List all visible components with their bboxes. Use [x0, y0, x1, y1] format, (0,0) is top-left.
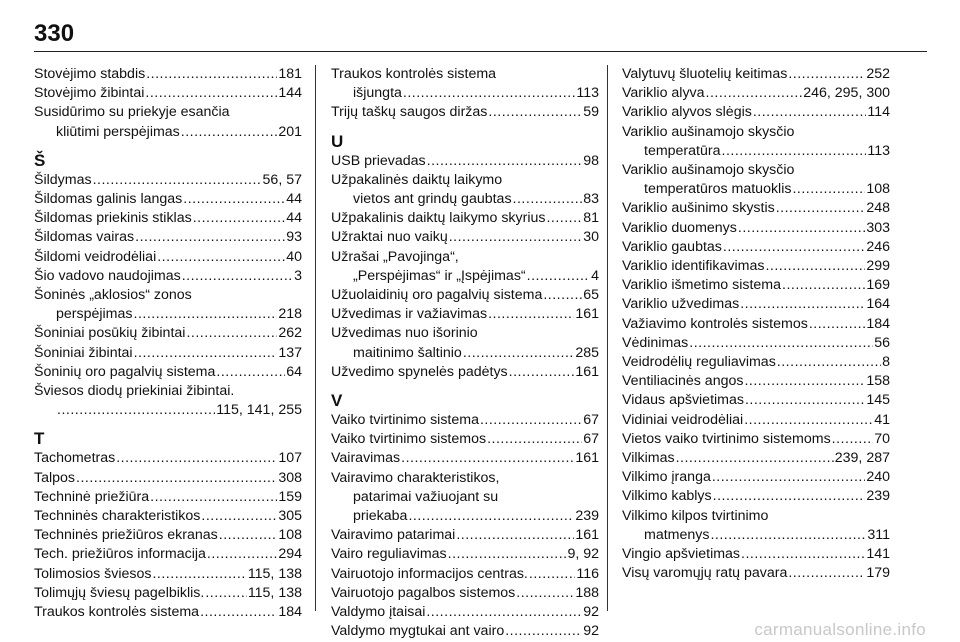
dot-leader: [744, 372, 865, 391]
index-entry: [622, 65, 890, 84]
entry-term: Šoninių oro pagalvių sistema: [34, 363, 216, 380]
page-reference: 115, 141, 255: [216, 402, 302, 419]
dot-leader: [152, 565, 246, 584]
page-reference: 184: [278, 604, 302, 621]
entry-term: Stovėjimo žibintai: [34, 85, 145, 102]
entry-term: Šildomas priekinis stiklas: [34, 210, 192, 227]
page-reference: 108: [866, 181, 890, 198]
index-entry: [331, 190, 599, 209]
entry-term: USB prievadas: [331, 152, 426, 169]
dot-leader: [777, 353, 881, 372]
dot-leader: [207, 545, 277, 564]
page-reference: 114: [867, 104, 890, 121]
entry-term: Valdymo mygtukai ant vairo: [331, 623, 505, 640]
entry-term: Tech. priežiūros informacija: [34, 546, 206, 563]
index-letter-heading: Š: [34, 150, 46, 170]
index-entry-line: Užrašai „Pavojinga“,: [331, 248, 459, 265]
entry-term: Užvedimo spynelės padėtys: [331, 363, 508, 380]
entry-term: Visų varomųjų ratų pavara: [622, 565, 788, 582]
index-entry-line: Traukos kontrolės sistema: [331, 66, 497, 82]
entry-term: Tachometras: [34, 450, 116, 467]
entry-term: Užraktai nuo vaikų: [331, 229, 448, 246]
index-entry-line: Vairavimo charakteristikos,: [331, 469, 500, 486]
entry-term: Vietos vaiko tvirtinimo sistemoms: [622, 430, 831, 447]
index-entry: [622, 449, 890, 468]
entry-term: vietos ant grindų gaubtas: [353, 191, 512, 208]
entry-term: Vilkimo kablys: [622, 488, 712, 505]
page-reference: 144: [278, 85, 302, 102]
index-entry: [34, 171, 302, 190]
dot-leader: [216, 363, 285, 382]
dot-leader: [722, 142, 867, 161]
dot-leader: [134, 305, 278, 324]
page-reference: 303: [866, 219, 890, 236]
page-reference: 184: [866, 315, 890, 332]
index-entry: [34, 526, 302, 545]
dot-leader: [516, 584, 574, 603]
page-reference: 262: [278, 325, 302, 342]
page-reference: 239: [866, 488, 890, 505]
index-column-2: [331, 65, 599, 641]
entry-term: Vingio apšvietimas: [622, 546, 741, 563]
page-reference: 308: [278, 469, 302, 486]
index-entry: [622, 468, 890, 487]
dot-leader: [741, 545, 865, 564]
dot-leader: [765, 257, 865, 276]
index-entry: [34, 248, 302, 267]
index-column-3: [622, 65, 890, 583]
entry-term: Šildomi veidrodėliai: [34, 248, 157, 265]
page-reference: 285: [575, 344, 599, 361]
page-reference: 113: [576, 85, 599, 102]
dot-leader: [193, 209, 286, 228]
page-reference: 161: [575, 450, 599, 467]
dot-leader: [689, 334, 873, 353]
entry-term: priekaba: [353, 508, 408, 525]
entry-term: Veidrodėlių reguliavimas: [622, 354, 776, 371]
page-reference: 305: [278, 508, 302, 525]
index-entry: [34, 305, 302, 324]
column-divider: [315, 65, 316, 611]
dot-leader: [134, 344, 278, 363]
entry-term: Šildymas: [34, 171, 92, 188]
dot-leader: [712, 468, 865, 487]
page-reference: 92: [583, 604, 599, 621]
index-entry: [331, 103, 599, 122]
dot-leader: [186, 324, 277, 343]
column-divider: [607, 65, 608, 611]
page-reference: 246, 295, 300: [803, 85, 890, 102]
entry-term: Šoniniai žibintai: [34, 344, 133, 361]
index-entry: [34, 190, 302, 209]
entry-term: Techninės priežiūros ekranas: [34, 527, 218, 544]
dot-leader: [706, 84, 803, 103]
index-column-1: [34, 65, 302, 622]
index-entry: [34, 488, 302, 507]
page-reference: 64: [286, 363, 302, 380]
page-reference: 93: [286, 229, 302, 246]
dot-leader: [505, 622, 582, 641]
entry-term: temperatūra: [644, 142, 721, 159]
entry-term: Vidiniai veidrodėliai: [622, 411, 744, 428]
index-entry-line: Užpakalinės daiktų laikymo: [331, 171, 503, 188]
entry-term: temperatūros matuoklis: [644, 181, 792, 198]
dot-leader: [713, 487, 866, 506]
dot-leader: [183, 190, 285, 209]
page-reference: 92: [583, 623, 599, 640]
page-reference: 239, 287: [834, 450, 890, 467]
page-reference: 3: [294, 267, 302, 284]
entry-term: Tolimosios šviesos: [34, 565, 152, 582]
page-reference: 252: [866, 66, 890, 82]
index-entry: [331, 526, 599, 545]
page-reference: 113: [867, 142, 890, 159]
index-entry: [331, 565, 599, 584]
dot-leader: [792, 180, 865, 199]
index-entry: [34, 65, 302, 84]
page-reference: 161: [575, 527, 599, 544]
dot-leader: [182, 267, 293, 286]
dot-leader: [710, 526, 866, 545]
index-entry: [331, 209, 599, 228]
page-reference: 311: [867, 526, 890, 543]
index-entry: [331, 622, 599, 641]
index-entry: [622, 526, 890, 545]
index-entry: [34, 267, 302, 286]
dot-leader: [456, 526, 574, 545]
dot-leader: [135, 228, 285, 247]
entry-term: Šoniniai posūkių žibintai: [34, 325, 186, 342]
page-reference: 158: [866, 373, 890, 390]
index-entry: [622, 180, 890, 199]
page-reference: 67: [583, 412, 599, 429]
entry-term: Trijų taškų saugos diržas: [331, 104, 488, 121]
dot-leader: [529, 565, 576, 584]
dot-leader: [782, 276, 865, 295]
dot-leader: [745, 391, 865, 410]
index-entry: [622, 219, 890, 238]
entry-term: Variklio duomenys: [622, 219, 737, 236]
page-reference: 81: [583, 210, 599, 227]
page-reference: 30: [583, 229, 599, 246]
page-reference: 44: [286, 210, 302, 227]
page-reference: 107: [278, 450, 302, 467]
dot-leader: [145, 84, 277, 103]
index-entry: [331, 344, 599, 363]
index-entry: [331, 603, 599, 622]
dot-leader: [448, 545, 567, 564]
index-entry-line: Šviesos diodų priekiniai žibintai.: [34, 383, 235, 400]
index-entry-line: Variklio aušinamojo skysčio: [622, 123, 795, 140]
entry-term: matmenys: [644, 526, 710, 543]
entry-term: Šildomas galinis langas: [34, 191, 183, 208]
page-reference: 44: [286, 191, 302, 208]
index-entry: [622, 372, 890, 391]
dot-leader: [408, 507, 574, 526]
dot-leader: [200, 603, 277, 622]
page-reference: 145: [866, 392, 890, 409]
page-reference: 218: [278, 306, 302, 323]
dot-leader: [527, 267, 590, 286]
entry-term: Užpakalinis daiktų laikymo skyrius: [331, 210, 546, 227]
entry-term: Šio vadovo naudojimas: [34, 267, 181, 284]
page-reference: 248: [866, 200, 890, 217]
index-entry: [622, 103, 890, 122]
index-letter-heading: T: [34, 429, 45, 449]
index-entry: [622, 199, 890, 218]
index-entry: [622, 487, 890, 506]
index-entry: [622, 564, 890, 583]
page-reference: 56, 57: [262, 171, 302, 188]
entry-term: Traukos kontrolės sistema: [34, 604, 200, 621]
entry-term: Valdymo įtaisai: [331, 604, 426, 621]
index-entry: [622, 391, 890, 410]
index-entry: [622, 84, 890, 103]
entry-term: Užuolaidinių oro pagalvių sistema: [331, 287, 543, 304]
entry-term: Vairo reguliavimas: [331, 546, 447, 563]
page-reference: 299: [866, 258, 890, 275]
dot-leader: [740, 295, 865, 314]
page-reference: 59: [583, 104, 599, 121]
index-entry-line: Šoninės „aklosios“ zonos: [34, 287, 192, 304]
dot-leader: [57, 401, 215, 420]
entry-term: Vilkimo įranga: [622, 469, 711, 486]
dot-leader: [488, 305, 574, 324]
entry-term: Vairuotojo informacijos centras.: [331, 565, 528, 582]
page-number: 330: [34, 20, 75, 47]
index-entry: [331, 286, 599, 305]
index-entry: [622, 142, 890, 161]
page-reference: 161: [575, 363, 599, 380]
page-reference: 8: [882, 354, 890, 371]
dot-leader: [809, 315, 866, 334]
dot-leader: [676, 449, 834, 468]
index-entry: [34, 344, 302, 363]
index-entry: [331, 363, 599, 382]
index-entry: [331, 584, 599, 603]
page-reference: 294: [278, 546, 302, 563]
page-reference: 179: [866, 565, 890, 582]
dot-leader: [219, 526, 278, 545]
dot-leader: [76, 469, 277, 488]
index-entry: [331, 84, 599, 103]
entry-term: Vidaus apšvietimas: [622, 392, 744, 409]
entry-term: Užvedimas ir važiavimas: [331, 306, 488, 323]
entry-term: Variklio alyva: [622, 85, 705, 102]
page-reference: 181: [278, 66, 302, 82]
index-entry: [622, 545, 890, 564]
entry-term: Talpos: [34, 469, 76, 486]
index-entry: [34, 449, 302, 468]
index-entry: [331, 449, 599, 468]
dot-leader: [201, 507, 277, 526]
page-reference: 188: [575, 584, 599, 601]
index-entry: [34, 565, 302, 584]
page-reference: 246: [866, 238, 890, 255]
page-reference: 67: [583, 431, 599, 448]
header-rule: [34, 51, 927, 52]
index-entry: [34, 469, 302, 488]
index-entry: [331, 267, 599, 286]
index-entry: [34, 209, 302, 228]
entry-term: Vaiko tvirtinimo sistema: [331, 412, 479, 429]
dot-leader: [449, 228, 583, 247]
index-entry: [331, 305, 599, 324]
index-entry: [622, 238, 890, 257]
index-entry: [34, 507, 302, 526]
page-reference: 240: [866, 469, 890, 486]
index-entry: [622, 295, 890, 314]
entry-term: Variklio gaubtas: [622, 238, 722, 255]
dot-leader: [738, 219, 865, 238]
entry-term: Vilkimas: [622, 450, 675, 467]
index-entry: [622, 257, 890, 276]
index-entry: [331, 152, 599, 171]
dot-leader: [509, 363, 575, 382]
index-entry: [622, 315, 890, 334]
page-reference: 164: [866, 296, 890, 313]
entry-term: Variklio alyvos slėgis: [622, 104, 752, 121]
dot-leader: [181, 123, 278, 142]
index-entry: [331, 545, 599, 564]
index-entry: [34, 363, 302, 382]
dot-leader: [150, 488, 277, 507]
entry-term: Vairuotojo pagalbos sistemos: [331, 584, 516, 601]
page-reference: 70: [874, 430, 890, 447]
index-entry-line: Variklio aušinamojo skysčio: [622, 162, 795, 179]
entry-term: išjungta: [353, 85, 402, 102]
dot-leader: [463, 344, 575, 363]
page-reference: 98: [583, 152, 599, 169]
entry-term: kliūtimi perspėjimas: [56, 123, 180, 140]
page-reference: 116: [576, 565, 599, 582]
dot-leader: [116, 449, 277, 468]
dot-leader: [744, 411, 873, 430]
dot-leader: [401, 449, 574, 468]
entry-term: Vėdinimas: [622, 334, 689, 351]
index-letter-heading: U: [331, 131, 344, 151]
dot-leader: [546, 209, 582, 228]
index-entry: [331, 411, 599, 430]
page-reference: 4: [591, 267, 599, 284]
entry-term: Variklio užvedimas: [622, 296, 740, 313]
index-entry: [34, 123, 302, 142]
index-entry-line: Užvedimas nuo išorinio: [331, 325, 478, 342]
index-entry: [34, 228, 302, 247]
index-entry: [34, 84, 302, 103]
page-reference: 9, 92: [567, 546, 599, 563]
watermark: carmanualsonline.info: [754, 620, 926, 639]
index-entry: [622, 411, 890, 430]
entry-term: Šildomas vairas: [34, 229, 135, 246]
entry-term: Variklio aušinimo skystis: [622, 200, 775, 217]
entry-term: „Perspėjimas“ ir „Įspėjimas“: [353, 267, 526, 284]
page-reference: 141: [866, 546, 890, 563]
page-reference: 115, 138: [247, 565, 302, 582]
entry-term: Tolimųjų šviesų pagelbiklis.: [34, 584, 205, 601]
page-reference: 83: [583, 191, 599, 208]
page-reference: 41: [874, 411, 890, 428]
index-entry: [34, 401, 302, 420]
dot-leader: [480, 411, 582, 430]
index-entry: [34, 603, 302, 622]
dot-leader: [487, 430, 582, 449]
index-entry-line: patarimai važiuojant su: [353, 488, 499, 505]
dot-leader: [426, 603, 582, 622]
page-reference: 239: [575, 508, 599, 525]
entry-term: maitinimo šaltinio: [353, 344, 462, 361]
dot-leader: [403, 84, 575, 103]
entry-term: Vaiko tvirtinimo sistemos: [331, 431, 487, 448]
entry-term: Techninės charakteristikos: [34, 508, 201, 525]
index-entry-line: Vilkimo kilpos tvirtinimo: [622, 507, 769, 524]
entry-term: Vairavimas: [331, 450, 401, 467]
dot-leader: [427, 152, 583, 171]
entry-term: Ventiliacinės angos: [622, 373, 744, 390]
index-entry: [331, 228, 599, 247]
entry-term: Vairavimo patarimai: [331, 527, 456, 544]
page-reference: 56: [874, 334, 890, 351]
index-letter-heading: V: [331, 391, 343, 411]
entry-term: Stovėjimo stabdis: [34, 66, 146, 82]
dot-leader: [788, 65, 865, 84]
dot-leader: [788, 564, 865, 583]
dot-leader: [543, 286, 582, 305]
dot-leader: [146, 65, 277, 84]
dot-leader: [513, 190, 583, 209]
entry-term: Variklio išmetimo sistema: [622, 277, 781, 294]
index-entry: [331, 507, 599, 526]
dot-leader: [488, 103, 582, 122]
page-reference: 40: [286, 248, 302, 265]
index-entry: [622, 430, 890, 449]
index-entry: [34, 584, 302, 603]
page-reference: 108: [278, 527, 302, 544]
entry-term: Techninė priežiūra: [34, 488, 150, 505]
index-entry: [622, 334, 890, 353]
dot-leader: [753, 103, 867, 122]
dot-leader: [157, 248, 285, 267]
dot-leader: [205, 584, 246, 603]
entry-term: Valytuvų šluotelių keitimas: [622, 66, 788, 82]
page-reference: 137: [278, 344, 302, 361]
dot-leader: [93, 171, 262, 190]
entry-term: perspėjimas: [56, 306, 133, 323]
page-reference: 115, 138: [247, 584, 302, 601]
index-entry: [622, 353, 890, 372]
page-reference: 201: [278, 123, 302, 140]
entry-term: Važiavimo kontrolės sistemos: [622, 315, 808, 332]
page-reference: 161: [575, 306, 599, 323]
dot-leader: [723, 238, 865, 257]
index-entry-line: Susidūrimo su priekyje esančia: [34, 104, 230, 121]
index-entry: [331, 430, 599, 449]
page-reference: 169: [866, 277, 890, 294]
index-entry: [34, 545, 302, 564]
page-reference: 159: [278, 488, 302, 505]
dot-leader: [776, 199, 866, 218]
index-entry: [34, 324, 302, 343]
index-entry: [622, 276, 890, 295]
dot-leader: [832, 430, 874, 449]
entry-term: Variklio identifikavimas: [622, 258, 765, 275]
page-reference: 65: [583, 287, 599, 304]
